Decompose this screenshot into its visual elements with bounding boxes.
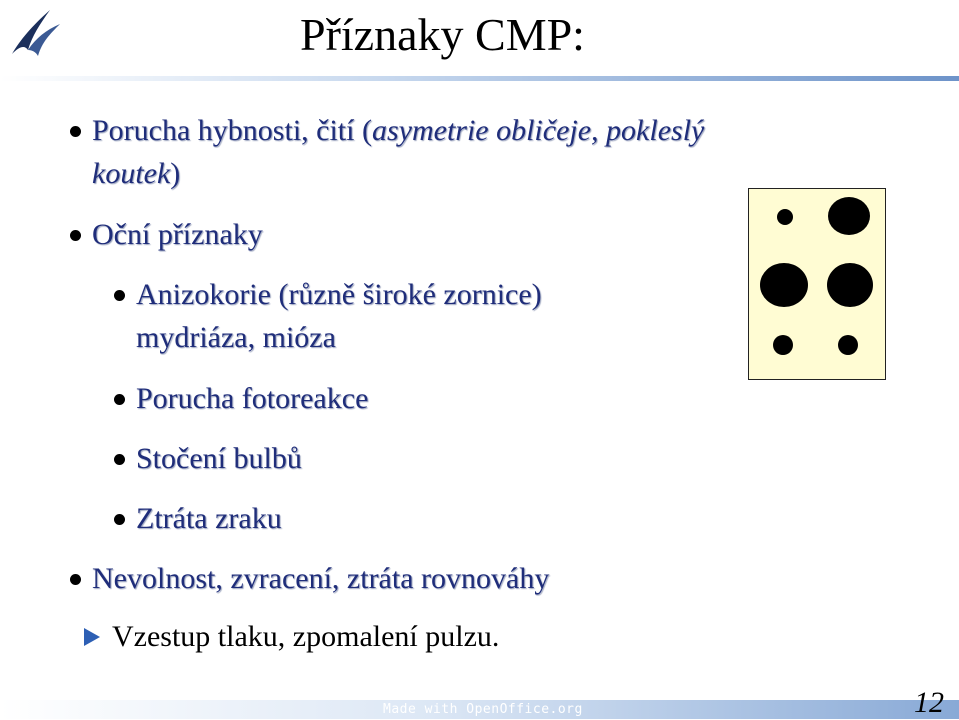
arrow-bullet-icon: [84, 628, 100, 646]
sub-bullet-dot: [114, 514, 125, 525]
pupil-small-icon: [838, 335, 858, 355]
page-number: 12: [914, 686, 944, 719]
sub-bullet-dot: [114, 394, 125, 405]
footer-credit: Made with OpenOffice.org: [383, 702, 583, 717]
slide-title: Příznaky CMP:: [300, 9, 585, 60]
bullet-dot: [70, 230, 81, 241]
pupil-large-icon: [828, 197, 870, 235]
bullet-dot: [70, 574, 81, 585]
sub-bullet-dot: [114, 454, 125, 465]
pupil-small-icon: [777, 209, 793, 225]
bullet-eye-symptoms: Oční příznaky: [92, 218, 263, 251]
title-underline-bar: [0, 76, 959, 81]
bullet-motor-sensory-line2: koutek): [92, 157, 181, 190]
bullet-pressure-pulse: Vzestup tlaku, zpomalení pulzu.: [112, 620, 500, 653]
sub-bullet-anisocoria: Anizokorie (různě široké zornice): [136, 278, 542, 311]
bullet-motor-sensory: Porucha hybnosti, čití (asymetrie obličeje, pokleslý: [92, 114, 705, 147]
sub-bullet-bulbus-deviation: Stočení bulbů: [136, 442, 302, 475]
sub-bullet-anisocoria-line2: mydriáza, mióza: [136, 321, 336, 354]
sub-bullet-photoreaction: Porucha fotoreakce: [136, 382, 369, 415]
pupils-illustration: [748, 188, 886, 380]
pupil-large-icon: [760, 263, 808, 307]
pupil-large-icon: [827, 263, 873, 307]
sub-bullet-dot: [114, 290, 125, 301]
bullet-nausea: Nevolnost, zvracení, ztráta rovnováhy: [92, 562, 550, 595]
pupil-small-icon: [773, 335, 793, 355]
openoffice-gull-logo-icon: [6, 4, 64, 62]
bullet-dot: [70, 126, 81, 137]
sub-bullet-vision-loss: Ztráta zraku: [136, 502, 282, 535]
